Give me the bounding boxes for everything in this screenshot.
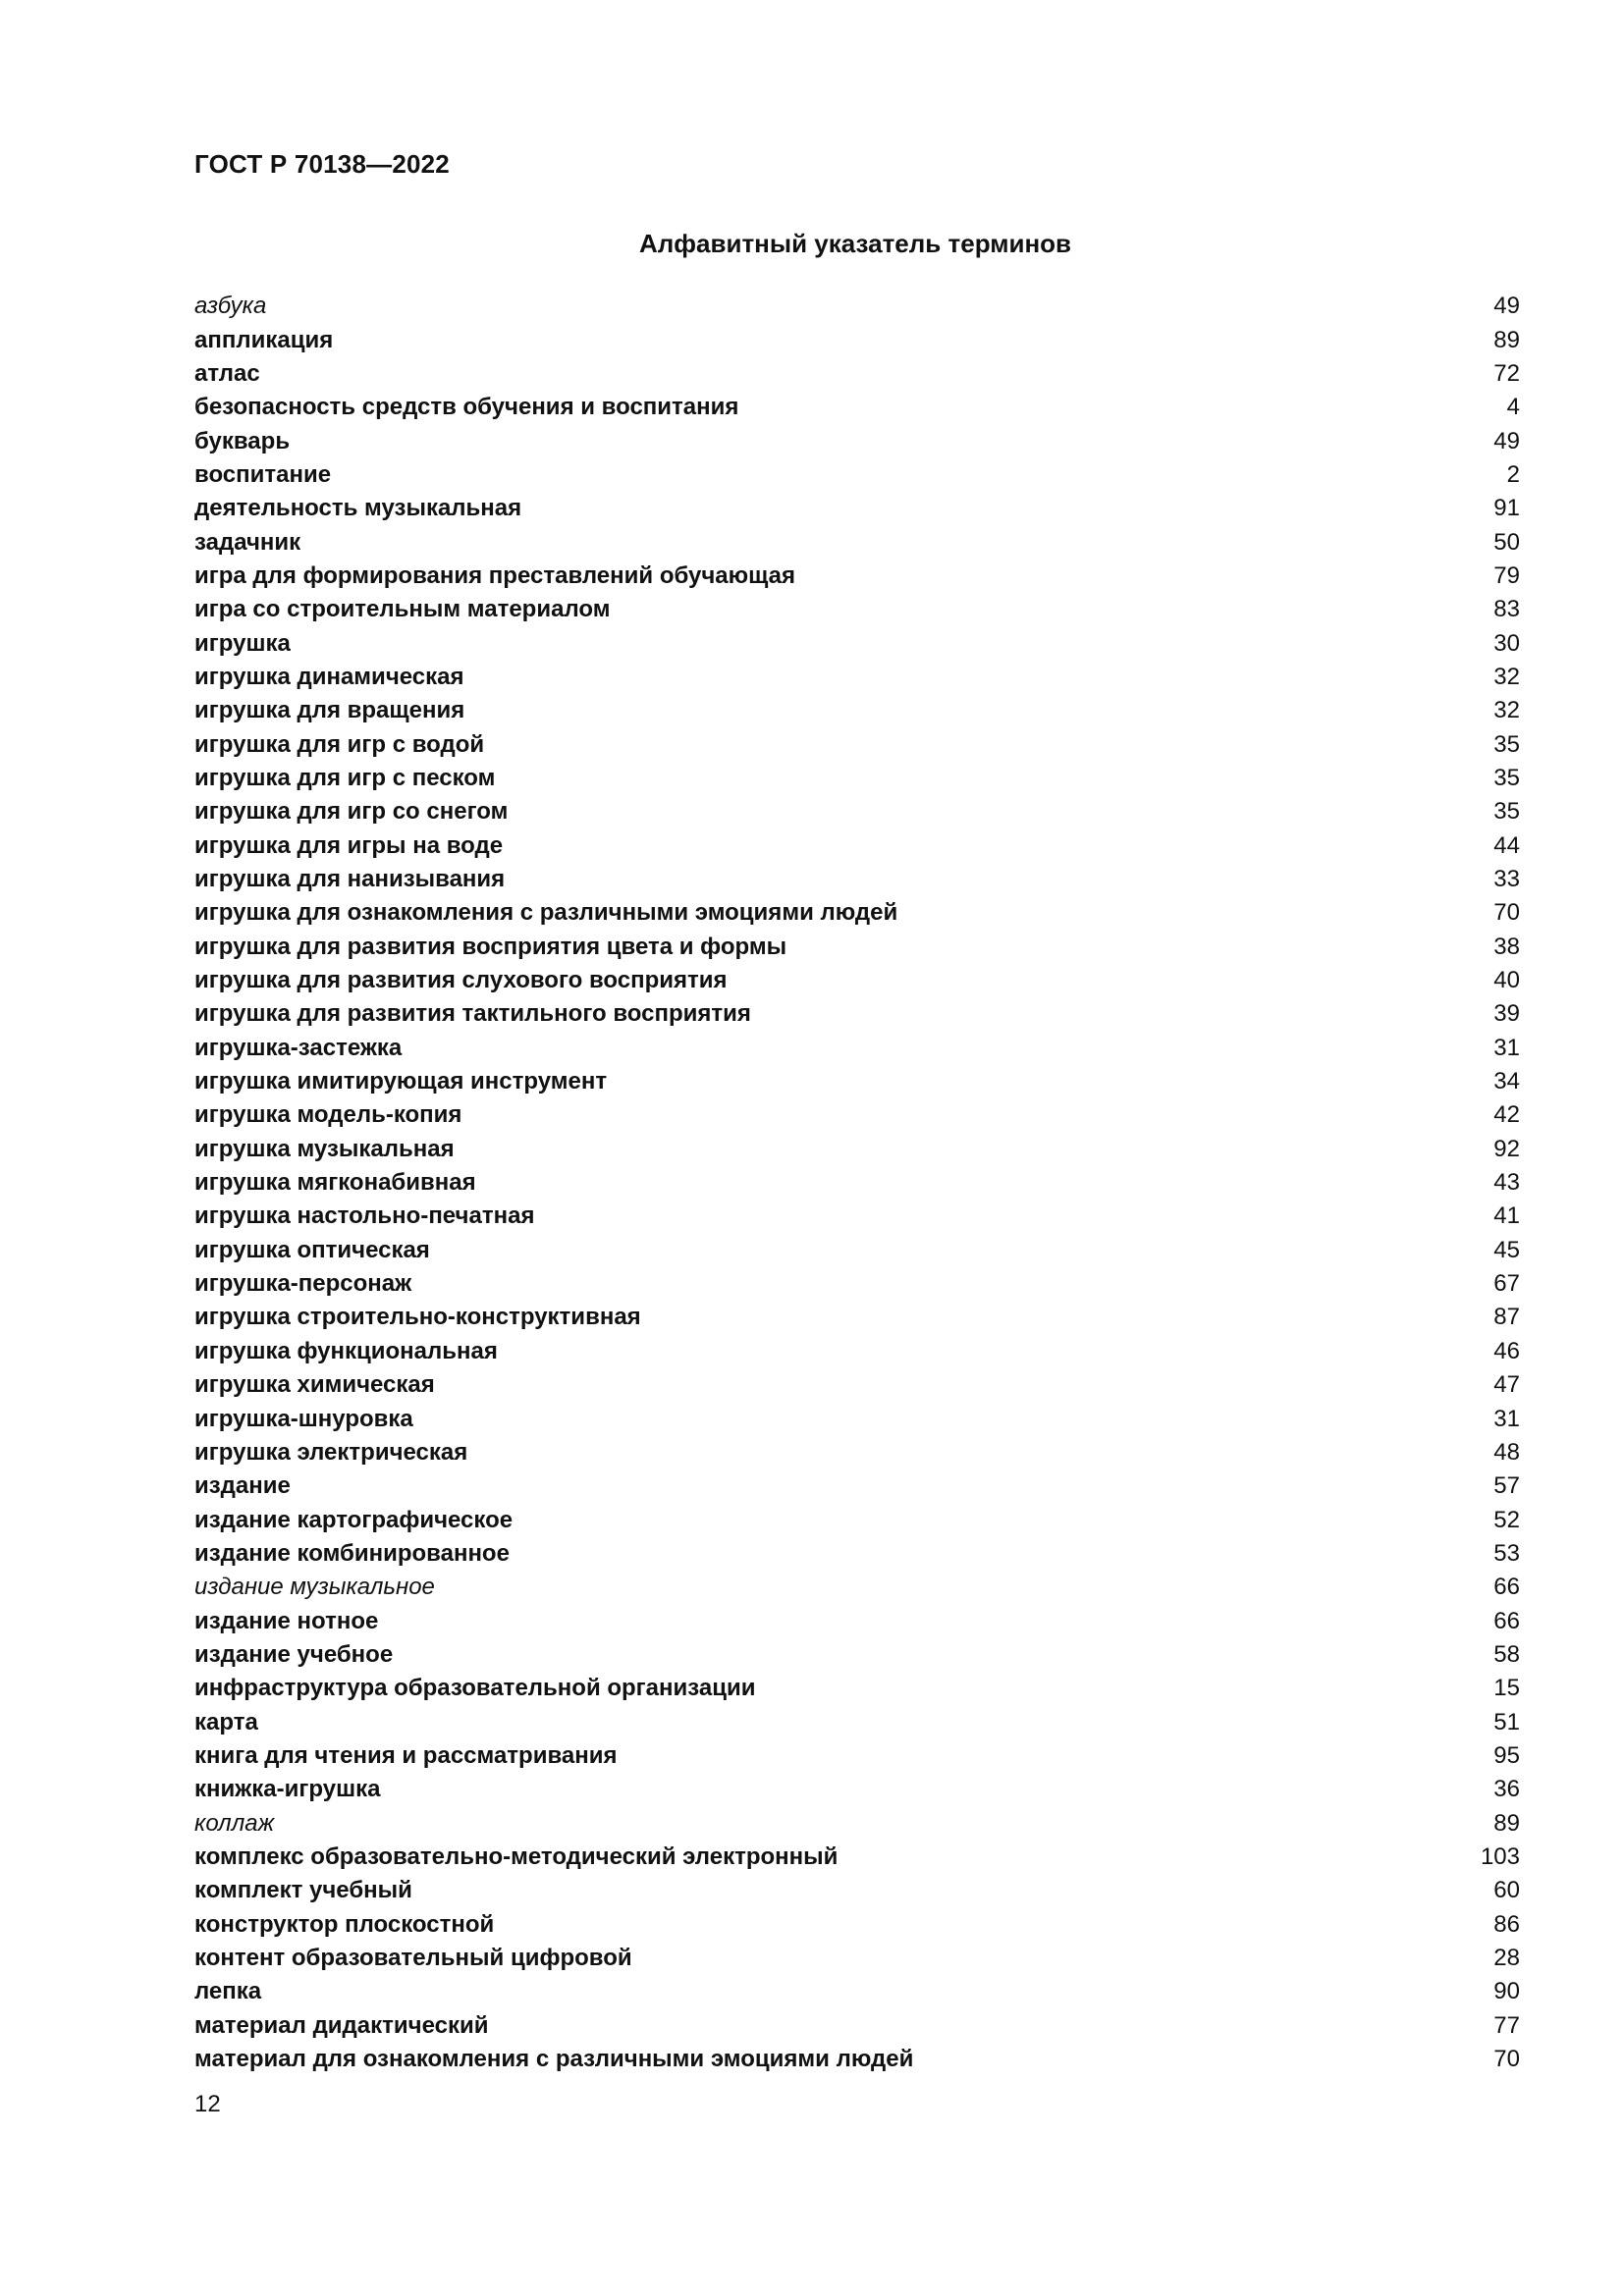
index-term: игрушка для игр с песком xyxy=(194,764,496,791)
index-entry xyxy=(194,1604,1520,1637)
index-entry xyxy=(194,458,1520,492)
index-page-ref: 45 xyxy=(1493,1236,1520,1263)
index-entry xyxy=(194,391,1520,424)
index-entry xyxy=(194,1874,1520,1907)
index-term: игрушка электрическая xyxy=(194,1438,468,1466)
index-entry xyxy=(194,593,1520,626)
index-term: игрушка-персонаж xyxy=(194,1270,412,1298)
index-page-ref: 28 xyxy=(1493,1945,1520,1972)
index-page-ref: 41 xyxy=(1493,1202,1520,1230)
index-page-ref: 57 xyxy=(1493,1472,1520,1500)
index-entry xyxy=(194,1841,1520,1874)
index-entry xyxy=(194,1133,1520,1166)
index-page-ref: 60 xyxy=(1493,1877,1520,1904)
index-page-ref: 49 xyxy=(1493,293,1520,320)
index-term: безопасность средств обучения и воспитания xyxy=(194,394,739,421)
index-page-ref: 49 xyxy=(1493,427,1520,454)
index-term: издание нотное xyxy=(194,1607,379,1634)
index-page-ref: 43 xyxy=(1493,1169,1520,1197)
index-term: контент образовательный цифровой xyxy=(194,1945,632,1972)
index-term: игрушка для нанизывания xyxy=(194,866,506,893)
index-page-ref: 89 xyxy=(1493,326,1520,353)
index-term: игрушка химическая xyxy=(194,1371,435,1399)
index-term: задачник xyxy=(194,528,301,556)
index-term: издание xyxy=(194,1472,291,1500)
index-term: лепка xyxy=(194,1978,262,2005)
index-entry xyxy=(194,727,1520,761)
index-page-ref: 35 xyxy=(1493,798,1520,826)
index-entry xyxy=(194,1368,1520,1402)
index-page-ref: 38 xyxy=(1493,933,1520,960)
index-term: игра для формирования преставлений обучающая xyxy=(194,561,796,589)
index-entry xyxy=(194,1234,1520,1267)
index-page-ref: 34 xyxy=(1493,1068,1520,1095)
index-entry xyxy=(194,2009,1520,2043)
index-entry xyxy=(194,1301,1520,1334)
index-page-ref: 40 xyxy=(1493,967,1520,994)
index-page-ref: 70 xyxy=(1493,2046,1520,2073)
index-page-ref: 33 xyxy=(1493,866,1520,893)
index-entry xyxy=(194,1166,1520,1200)
index-term: коллаж xyxy=(194,1809,275,1837)
index-term: материал дидактический xyxy=(194,2011,489,2039)
index-entry xyxy=(194,1773,1520,1806)
index-term: игрушка для ознакомления с различными эмоциями людей xyxy=(194,899,898,927)
index-entry xyxy=(194,1436,1520,1469)
index-page-ref: 91 xyxy=(1493,495,1520,522)
index-entry xyxy=(194,1098,1520,1132)
index-term: игрушка мягконабивная xyxy=(194,1169,476,1197)
index-page-ref: 92 xyxy=(1493,1135,1520,1162)
index-term: издание комбинированное xyxy=(194,1539,510,1567)
index-page-ref: 15 xyxy=(1493,1675,1520,1702)
index-entry xyxy=(194,492,1520,525)
index-page-ref: 58 xyxy=(1493,1640,1520,1668)
index-page-ref: 89 xyxy=(1493,1809,1520,1837)
index-page-ref: 35 xyxy=(1493,764,1520,791)
index-page-ref: 66 xyxy=(1493,1607,1520,1634)
index-term: игрушка оптическая xyxy=(194,1236,430,1263)
index-term: конструктор плоскостной xyxy=(194,1910,495,1938)
index-term: издание музыкальное xyxy=(194,1574,435,1601)
index-entry xyxy=(194,525,1520,559)
index-page-ref: 2 xyxy=(1506,460,1520,488)
index-entry xyxy=(194,1571,1520,1604)
index-entry xyxy=(194,357,1520,391)
index-entry xyxy=(194,626,1520,660)
index-entry xyxy=(194,762,1520,795)
index-term: аппликация xyxy=(194,326,334,353)
index-page-ref: 103 xyxy=(1480,1842,1520,1870)
index-page-ref: 70 xyxy=(1493,899,1520,927)
index-entry xyxy=(194,1200,1520,1233)
index-term: игрушка-застежка xyxy=(194,1034,403,1061)
index-page-ref: 46 xyxy=(1493,1337,1520,1364)
index-term: игрушка для игр с водой xyxy=(194,730,485,758)
index-term: воспитание xyxy=(194,460,332,488)
index-term: игрушка для игр со снегом xyxy=(194,798,509,826)
index-page-ref: 53 xyxy=(1493,1539,1520,1567)
index-page-ref: 39 xyxy=(1493,1000,1520,1028)
index-page-ref: 4 xyxy=(1506,394,1520,421)
index-term: игрушка имитирующая инструмент xyxy=(194,1068,608,1095)
index-entry xyxy=(194,1032,1520,1065)
index-page-ref: 30 xyxy=(1493,629,1520,657)
index-entry xyxy=(194,1942,1520,1975)
index-entry xyxy=(194,1065,1520,1098)
index-term: игрушка для развития слухового восприятия xyxy=(194,967,728,994)
index-term: карта xyxy=(194,1708,258,1735)
index-page-ref: 35 xyxy=(1493,730,1520,758)
index-page-ref: 90 xyxy=(1493,1978,1520,2005)
index-entry xyxy=(194,931,1520,964)
index-page-ref: 66 xyxy=(1493,1574,1520,1601)
index-term: игрушка динамическая xyxy=(194,663,464,690)
index-term: игрушка xyxy=(194,629,291,657)
index-term: игрушка настольно-печатная xyxy=(194,1202,535,1230)
index-term: атлас xyxy=(194,359,260,387)
index-page-ref: 44 xyxy=(1493,831,1520,859)
index-term: игрушка модель-копия xyxy=(194,1101,462,1129)
index-entry xyxy=(194,323,1520,356)
index-entry xyxy=(194,964,1520,997)
index-page-ref: 79 xyxy=(1493,561,1520,589)
index-entry xyxy=(194,1638,1520,1672)
index-term: игрушка для развития восприятия цвета и формы xyxy=(194,933,787,960)
index-page-ref: 48 xyxy=(1493,1438,1520,1466)
index-term: комплекс образовательно-методический электронный xyxy=(194,1842,839,1870)
index-entry xyxy=(194,1335,1520,1368)
index-entry xyxy=(194,1503,1520,1536)
index-entry xyxy=(194,896,1520,930)
index-term: деятельность музыкальная xyxy=(194,495,522,522)
index-page-ref: 86 xyxy=(1493,1910,1520,1938)
index-term: игрушка строительно-конструктивная xyxy=(194,1304,641,1331)
index-page-ref: 47 xyxy=(1493,1371,1520,1399)
index-entry xyxy=(194,1908,1520,1942)
index-page-ref: 67 xyxy=(1493,1270,1520,1298)
index-page-ref: 50 xyxy=(1493,528,1520,556)
index-page-ref: 51 xyxy=(1493,1708,1520,1735)
index-page-ref: 87 xyxy=(1493,1304,1520,1331)
index-entry xyxy=(194,424,1520,457)
index-term: книжка-игрушка xyxy=(194,1776,381,1803)
index-entry xyxy=(194,1672,1520,1705)
index-term: игрушка для игры на воде xyxy=(194,831,504,859)
index-term: игрушка для развития тактильного восприятия xyxy=(194,1000,751,1028)
index-term: издание учебное xyxy=(194,1640,394,1668)
index-entry xyxy=(194,1402,1520,1435)
index-entry xyxy=(194,560,1520,593)
document-code: ГОСТ Р 70138—2022 xyxy=(194,149,450,179)
index-term: игрушка для вращения xyxy=(194,697,465,724)
index-entry xyxy=(194,661,1520,694)
index-term: издание картографическое xyxy=(194,1506,514,1533)
index-term: букварь xyxy=(194,427,291,454)
index-entry xyxy=(194,863,1520,896)
index-entry xyxy=(194,1705,1520,1738)
page-number: 12 xyxy=(194,2091,221,2117)
index-page-ref: 36 xyxy=(1493,1776,1520,1803)
index-term: игрушка-шнуровка xyxy=(194,1405,413,1432)
index-page-ref: 52 xyxy=(1493,1506,1520,1533)
index-term: игра со строительным материалом xyxy=(194,596,611,623)
index-entry xyxy=(194,795,1520,828)
index-page-ref: 77 xyxy=(1493,2011,1520,2039)
index-term: игрушка музыкальная xyxy=(194,1135,455,1162)
index-page-ref: 83 xyxy=(1493,596,1520,623)
index-title: Алфавитный указатель терминов xyxy=(638,229,1072,258)
index-entry xyxy=(194,290,1520,323)
index-term: материал для ознакомления с различными эмоциями людей xyxy=(194,2046,914,2073)
index-term: инфраструктура образовательной организации xyxy=(194,1675,756,1702)
index-page-ref: 31 xyxy=(1493,1034,1520,1061)
index-entry xyxy=(194,997,1520,1031)
index-term: азбука xyxy=(194,293,267,320)
index-entry xyxy=(194,1267,1520,1301)
index-term: игрушка функциональная xyxy=(194,1337,498,1364)
index-entry xyxy=(194,694,1520,727)
index-entry xyxy=(194,829,1520,863)
index-entry xyxy=(194,2043,1520,2076)
index-entry xyxy=(194,1975,1520,2008)
index-entry xyxy=(194,1469,1520,1503)
index-page-ref: 72 xyxy=(1493,359,1520,387)
index-term: книга для чтения и рассматривания xyxy=(194,1741,618,1769)
index-page-ref: 95 xyxy=(1493,1741,1520,1769)
term-index-list xyxy=(194,290,1520,2076)
index-page-ref: 42 xyxy=(1493,1101,1520,1129)
index-entry xyxy=(194,1806,1520,1840)
index-page-ref: 32 xyxy=(1493,697,1520,724)
index-page-ref: 32 xyxy=(1493,663,1520,690)
index-term: комплект учебный xyxy=(194,1877,412,1904)
index-entry xyxy=(194,1739,1520,1773)
index-page-ref: 31 xyxy=(1493,1405,1520,1432)
index-entry xyxy=(194,1537,1520,1571)
